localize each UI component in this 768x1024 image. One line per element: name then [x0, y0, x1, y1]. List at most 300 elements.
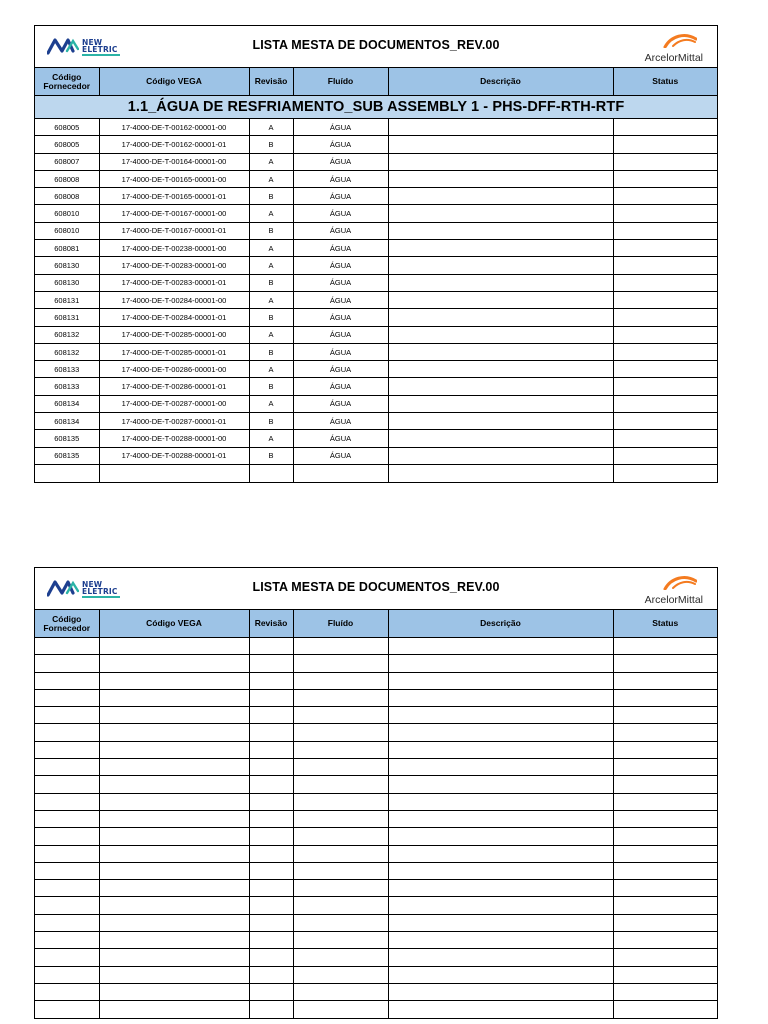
empty-cell-descricao [388, 707, 613, 724]
empty-cell-status [613, 759, 717, 776]
cell-fornecedor: 608131 [35, 309, 99, 326]
document-table [35, 68, 717, 482]
empty-cell-fluido [293, 897, 388, 914]
cell-revisao: B [249, 413, 293, 430]
empty-table-row [35, 845, 717, 862]
cell-revisao: A [249, 361, 293, 378]
empty-cell-vega [99, 672, 249, 689]
empty-cell-fluido [293, 776, 388, 793]
cell-fluido: ÁGUA [293, 361, 388, 378]
empty-table-row [35, 672, 717, 689]
sheet-header [35, 26, 717, 68]
cell-status [613, 378, 717, 395]
cell-vega: 17-4000-DE-T-00162-00001-00 [99, 119, 249, 136]
col-header-fluido: Fluído [293, 610, 388, 638]
empty-cell-revisao [249, 638, 293, 655]
empty-cell-revisao [249, 932, 293, 949]
empty-cell-fornecedor [35, 707, 99, 724]
col-header-descricao: Descrição [388, 68, 613, 96]
empty-cell-fornecedor [35, 932, 99, 949]
cell-vega: 17-4000-DE-T-00167-00001-00 [99, 205, 249, 222]
empty-cell-fornecedor [35, 845, 99, 862]
empty-cell-vega [99, 932, 249, 949]
cell-status [613, 430, 717, 447]
cell-status [613, 361, 717, 378]
cell-fluido: ÁGUA [293, 257, 388, 274]
empty-cell-descricao [388, 914, 613, 931]
cell-fornecedor [35, 464, 99, 481]
cell-fornecedor: 608081 [35, 240, 99, 257]
cell-status [613, 447, 717, 464]
empty-table-row [35, 862, 717, 879]
empty-table-row [35, 983, 717, 1000]
cell-revisao: B [249, 447, 293, 464]
cell-fornecedor: 608132 [35, 343, 99, 360]
document-sheet-1 [34, 25, 718, 483]
logo-underline [82, 54, 120, 56]
cell-fornecedor: 608010 [35, 222, 99, 239]
empty-cell-fluido [293, 880, 388, 897]
cell-fornecedor: 608135 [35, 447, 99, 464]
empty-cell-fornecedor [35, 828, 99, 845]
empty-cell-descricao [388, 689, 613, 706]
col-header-fornecedor-line1: Código [52, 71, 82, 82]
empty-cell-descricao [388, 983, 613, 1000]
cell-revisao: A [249, 430, 293, 447]
cell-status [613, 343, 717, 360]
empty-cell-status [613, 862, 717, 879]
empty-cell-vega [99, 983, 249, 1000]
cell-descricao [388, 291, 613, 308]
empty-cell-vega [99, 707, 249, 724]
empty-cell-vega [99, 914, 249, 931]
cell-revisao: A [249, 395, 293, 412]
empty-cell-fluido [293, 983, 388, 1000]
cell-revisao: B [249, 378, 293, 395]
empty-cell-fornecedor [35, 689, 99, 706]
empty-cell-status [613, 724, 717, 741]
sheet-header [35, 568, 717, 610]
cell-vega: 17-4000-DE-T-00285-00001-01 [99, 343, 249, 360]
cell-vega: 17-4000-DE-T-00238-00001-00 [99, 240, 249, 257]
empty-cell-vega [99, 862, 249, 879]
table-row [35, 343, 717, 360]
cell-descricao [388, 413, 613, 430]
logo-text-line1: NEW [82, 38, 103, 47]
empty-cell-revisao [249, 914, 293, 931]
empty-cell-descricao [388, 949, 613, 966]
arcelormittal-swoosh-icon [663, 32, 697, 48]
cell-status [613, 153, 717, 170]
empty-cell-revisao [249, 724, 293, 741]
empty-table-row [35, 880, 717, 897]
cell-vega: 17-4000-DE-T-00165-00001-00 [99, 170, 249, 187]
cell-revisao [249, 464, 293, 481]
empty-cell-revisao [249, 966, 293, 983]
empty-cell-vega [99, 845, 249, 862]
empty-cell-fluido [293, 759, 388, 776]
empty-table-row [35, 914, 717, 931]
cell-vega: 17-4000-DE-T-00164-00001-00 [99, 153, 249, 170]
empty-cell-status [613, 638, 717, 655]
cell-fluido: ÁGUA [293, 170, 388, 187]
empty-cell-revisao [249, 689, 293, 706]
table-row [35, 153, 717, 170]
col-header-status: Status [613, 68, 717, 96]
table-row [35, 413, 717, 430]
empty-table-row [35, 966, 717, 983]
empty-cell-vega [99, 966, 249, 983]
logo-text-line1: NEW [82, 580, 103, 589]
empty-cell-fornecedor [35, 949, 99, 966]
cell-revisao: B [249, 222, 293, 239]
cell-vega: 17-4000-DE-T-00284-00001-01 [99, 309, 249, 326]
empty-table-row [35, 810, 717, 827]
cell-fluido: ÁGUA [293, 378, 388, 395]
cell-descricao [388, 343, 613, 360]
empty-cell-vega [99, 689, 249, 706]
col-header-descricao: Descrição [388, 610, 613, 638]
table-header-row [35, 68, 717, 96]
cell-fornecedor: 608131 [35, 291, 99, 308]
cell-status [613, 136, 717, 153]
cell-status [613, 326, 717, 343]
empty-cell-fornecedor [35, 914, 99, 931]
cell-status [613, 291, 717, 308]
empty-cell-fluido [293, 932, 388, 949]
table-row [35, 447, 717, 464]
col-header-fornecedor [35, 68, 99, 96]
col-header-vega: Código VEGA [99, 610, 249, 638]
cell-vega: 17-4000-DE-T-00283-00001-00 [99, 257, 249, 274]
table-row [35, 326, 717, 343]
empty-cell-revisao [249, 828, 293, 845]
empty-cell-fluido [293, 914, 388, 931]
cell-revisao: B [249, 309, 293, 326]
empty-cell-status [613, 810, 717, 827]
empty-cell-fluido [293, 949, 388, 966]
table-row [35, 170, 717, 187]
empty-cell-vega [99, 880, 249, 897]
cell-vega: 17-4000-DE-T-00287-00001-00 [99, 395, 249, 412]
empty-cell-vega [99, 793, 249, 810]
cell-fluido: ÁGUA [293, 222, 388, 239]
cell-fornecedor: 608010 [35, 205, 99, 222]
empty-cell-status [613, 932, 717, 949]
empty-cell-fornecedor [35, 862, 99, 879]
empty-cell-revisao [249, 862, 293, 879]
cell-descricao [388, 326, 613, 343]
empty-cell-revisao [249, 776, 293, 793]
empty-cell-descricao [388, 897, 613, 914]
empty-cell-revisao [249, 707, 293, 724]
table-row [35, 205, 717, 222]
col-header-fornecedor [35, 610, 99, 638]
empty-cell-status [613, 655, 717, 672]
empty-cell-descricao [388, 793, 613, 810]
cell-descricao [388, 240, 613, 257]
cell-vega: 17-4000-DE-T-00286-00001-01 [99, 378, 249, 395]
cell-fluido: ÁGUA [293, 188, 388, 205]
cell-status [613, 309, 717, 326]
table-row [35, 274, 717, 291]
cell-fluido: ÁGUA [293, 119, 388, 136]
table-row [35, 430, 717, 447]
cell-descricao [388, 205, 613, 222]
empty-table-row [35, 932, 717, 949]
cell-fornecedor: 608134 [35, 395, 99, 412]
cell-descricao [388, 153, 613, 170]
cell-descricao [388, 222, 613, 239]
empty-cell-descricao [388, 1001, 613, 1018]
cell-revisao: B [249, 136, 293, 153]
empty-cell-descricao [388, 638, 613, 655]
empty-cell-revisao [249, 897, 293, 914]
empty-cell-revisao [249, 1001, 293, 1018]
empty-cell-descricao [388, 655, 613, 672]
empty-cell-descricao [388, 810, 613, 827]
logo-underline [82, 596, 120, 598]
empty-cell-revisao [249, 810, 293, 827]
cell-fluido: ÁGUA [293, 447, 388, 464]
empty-cell-vega [99, 897, 249, 914]
cell-revisao: A [249, 153, 293, 170]
cell-status [613, 222, 717, 239]
cell-descricao [388, 257, 613, 274]
cell-fluido: ÁGUA [293, 326, 388, 343]
empty-cell-fornecedor [35, 897, 99, 914]
cell-fornecedor: 608130 [35, 257, 99, 274]
page-title: LISTA MESTA DE DOCUMENTOS_REV.00 [252, 580, 500, 594]
empty-cell-fluido [293, 672, 388, 689]
cell-fornecedor: 608005 [35, 136, 99, 153]
cell-status [613, 257, 717, 274]
empty-cell-fluido [293, 741, 388, 758]
empty-cell-fluido [293, 638, 388, 655]
empty-cell-fluido [293, 810, 388, 827]
empty-cell-revisao [249, 672, 293, 689]
table-row [35, 361, 717, 378]
cell-fornecedor: 608133 [35, 361, 99, 378]
table-row [35, 378, 717, 395]
empty-cell-fornecedor [35, 776, 99, 793]
empty-cell-vega [99, 724, 249, 741]
empty-cell-status [613, 880, 717, 897]
empty-cell-vega [99, 776, 249, 793]
cell-descricao [388, 378, 613, 395]
empty-cell-status [613, 914, 717, 931]
empty-table-row [35, 828, 717, 845]
cell-fluido: ÁGUA [293, 153, 388, 170]
empty-cell-descricao [388, 759, 613, 776]
empty-cell-fornecedor [35, 793, 99, 810]
empty-table-row [35, 759, 717, 776]
cell-fornecedor: 608008 [35, 188, 99, 205]
table-row [35, 188, 717, 205]
empty-cell-vega [99, 1001, 249, 1018]
cell-revisao: A [249, 326, 293, 343]
col-header-fornecedor-line1: Código [52, 613, 82, 624]
cell-vega [99, 464, 249, 481]
cell-vega: 17-4000-DE-T-00288-00001-01 [99, 447, 249, 464]
cell-status [613, 274, 717, 291]
cell-fornecedor: 608008 [35, 170, 99, 187]
empty-table-row [35, 689, 717, 706]
table-row [35, 136, 717, 153]
empty-table-row [35, 793, 717, 810]
empty-cell-status [613, 672, 717, 689]
logo-text-line2: ELETRIC [82, 45, 118, 54]
cell-status [613, 188, 717, 205]
empty-cell-fornecedor [35, 655, 99, 672]
cell-descricao [388, 274, 613, 291]
empty-cell-revisao [249, 949, 293, 966]
empty-cell-fornecedor [35, 638, 99, 655]
document-sheet-2 [34, 567, 718, 1019]
empty-cell-descricao [388, 966, 613, 983]
empty-cell-fornecedor [35, 983, 99, 1000]
cell-vega: 17-4000-DE-T-00287-00001-01 [99, 413, 249, 430]
empty-cell-status [613, 897, 717, 914]
empty-cell-fluido [293, 793, 388, 810]
empty-cell-fluido [293, 689, 388, 706]
cell-fornecedor: 608007 [35, 153, 99, 170]
cell-revisao: B [249, 274, 293, 291]
table-row [35, 395, 717, 412]
cell-fluido: ÁGUA [293, 274, 388, 291]
empty-cell-fornecedor [35, 966, 99, 983]
empty-cell-status [613, 828, 717, 845]
cell-descricao [388, 119, 613, 136]
empty-cell-fornecedor [35, 759, 99, 776]
cell-status [613, 395, 717, 412]
empty-cell-fornecedor [35, 810, 99, 827]
cell-descricao [388, 309, 613, 326]
empty-cell-vega [99, 741, 249, 758]
empty-cell-status [613, 845, 717, 862]
empty-cell-descricao [388, 741, 613, 758]
cell-fluido: ÁGUA [293, 430, 388, 447]
empty-cell-fluido [293, 828, 388, 845]
empty-cell-revisao [249, 880, 293, 897]
empty-cell-revisao [249, 759, 293, 776]
empty-cell-status [613, 949, 717, 966]
empty-cell-revisao [249, 655, 293, 672]
empty-cell-descricao [388, 672, 613, 689]
cell-fluido: ÁGUA [293, 395, 388, 412]
col-header-fornecedor-line2: Fornecedor [43, 80, 91, 91]
cell-fluido: ÁGUA [293, 343, 388, 360]
empty-cell-fornecedor [35, 880, 99, 897]
cell-vega: 17-4000-DE-T-00283-00001-01 [99, 274, 249, 291]
col-header-fluido: Fluído [293, 68, 388, 96]
cell-vega: 17-4000-DE-T-00284-00001-00 [99, 291, 249, 308]
empty-cell-status [613, 689, 717, 706]
col-header-revisao: Revisão [249, 610, 293, 638]
cell-vega: 17-4000-DE-T-00286-00001-00 [99, 361, 249, 378]
cell-revisao: B [249, 343, 293, 360]
empty-cell-descricao [388, 724, 613, 741]
empty-cell-vega [99, 810, 249, 827]
empty-cell-revisao [249, 845, 293, 862]
cell-vega: 17-4000-DE-T-00167-00001-01 [99, 222, 249, 239]
empty-table-row [35, 707, 717, 724]
cell-fluido [293, 464, 388, 481]
cell-status [613, 205, 717, 222]
empty-cell-fornecedor [35, 724, 99, 741]
empty-cell-fluido [293, 724, 388, 741]
table-row [35, 464, 717, 481]
col-header-status: Status [613, 610, 717, 638]
empty-cell-vega [99, 949, 249, 966]
empty-cell-fornecedor [35, 741, 99, 758]
empty-cell-vega [99, 828, 249, 845]
cell-fluido: ÁGUA [293, 291, 388, 308]
empty-cell-fornecedor [35, 672, 99, 689]
empty-cell-vega [99, 655, 249, 672]
empty-cell-descricao [388, 932, 613, 949]
cell-vega: 17-4000-DE-T-00285-00001-00 [99, 326, 249, 343]
empty-table-row [35, 949, 717, 966]
empty-cell-revisao [249, 741, 293, 758]
empty-cell-fluido [293, 655, 388, 672]
logo-text-line2: ELETRIC [82, 587, 118, 596]
table-row [35, 291, 717, 308]
col-header-fornecedor-line2: Fornecedor [43, 622, 91, 633]
cell-descricao [388, 447, 613, 464]
cell-fornecedor: 608130 [35, 274, 99, 291]
empty-cell-status [613, 776, 717, 793]
cell-fornecedor: 608005 [35, 119, 99, 136]
empty-cell-descricao [388, 845, 613, 862]
cell-revisao: A [249, 257, 293, 274]
table-row [35, 240, 717, 257]
cell-fluido: ÁGUA [293, 413, 388, 430]
cell-descricao [388, 170, 613, 187]
cell-revisao: A [249, 240, 293, 257]
arcelormittal-logo [631, 574, 703, 606]
cell-fluido: ÁGUA [293, 240, 388, 257]
empty-cell-fornecedor [35, 1001, 99, 1018]
cell-revisao: A [249, 170, 293, 187]
cell-revisao: B [249, 188, 293, 205]
empty-cell-vega [99, 638, 249, 655]
empty-table-row [35, 741, 717, 758]
cell-descricao [388, 464, 613, 481]
empty-cell-status [613, 1001, 717, 1018]
empty-cell-revisao [249, 793, 293, 810]
cell-descricao [388, 430, 613, 447]
empty-cell-status [613, 707, 717, 724]
cell-fornecedor: 608135 [35, 430, 99, 447]
arcelormittal-text: ArcelorMittal [644, 594, 703, 606]
arcelormittal-swoosh-icon [663, 574, 697, 590]
cell-fluido: ÁGUA [293, 309, 388, 326]
cell-vega: 17-4000-DE-T-00288-00001-00 [99, 430, 249, 447]
empty-cell-descricao [388, 862, 613, 879]
cell-vega: 17-4000-DE-T-00162-00001-01 [99, 136, 249, 153]
col-header-revisao: Revisão [249, 68, 293, 96]
empty-table-row [35, 1001, 717, 1018]
empty-cell-status [613, 741, 717, 758]
empty-cell-fluido [293, 1001, 388, 1018]
empty-cell-descricao [388, 880, 613, 897]
section-title: 1.1_ÁGUA DE RESFRIAMENTO_SUB ASSEMBLY 1 - PHS-DFF-RTH-RTF [35, 96, 717, 119]
arcelormittal-text: ArcelorMittal [644, 52, 703, 64]
document-table [35, 610, 717, 1019]
table-header-row [35, 610, 717, 638]
cell-descricao [388, 136, 613, 153]
